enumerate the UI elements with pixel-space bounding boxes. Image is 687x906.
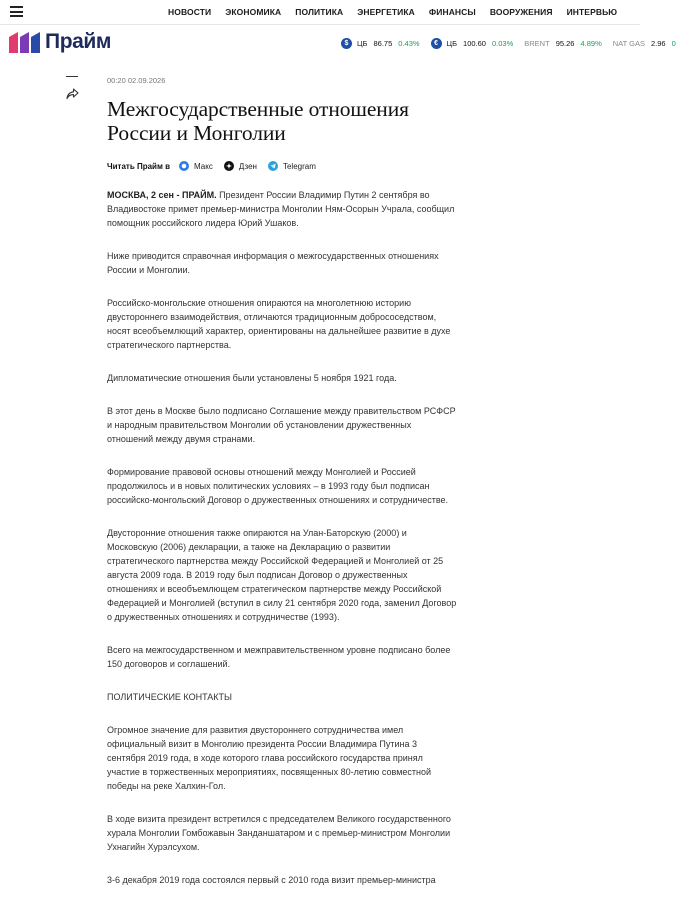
article-paragraph: Дипломатические отношения были установлены 5 ноября 1921 года. <box>107 373 397 383</box>
article-body <box>107 188 457 887</box>
telegram-icon <box>268 161 278 171</box>
read-in-link-label: Дзен <box>238 161 257 171</box>
ticker-usd[interactable] <box>341 38 420 49</box>
read-in-link-label: Telegram <box>282 161 316 171</box>
article-date: 00:20 02.09.2026 <box>107 76 166 85</box>
ticker-eur[interactable] <box>431 38 514 49</box>
article-title: Межгосударственные отношения России и Монголии <box>107 97 409 145</box>
top-navigation <box>0 0 640 25</box>
site-logo[interactable] <box>9 30 111 54</box>
article-tools <box>66 76 80 77</box>
ticker-value: 2.96 <box>650 38 666 48</box>
article-paragraph: Ниже приводится справочная информация о межгосударственных отношениях России и Монголии. <box>107 251 439 275</box>
article-paragraph: Всего на межгосударственном и межправительственном уровне подписано более 150 договоров и соглашений. <box>107 645 451 669</box>
article-paragraph: Российско-монгольские отношения опираются на многолетнюю историю двустороннего взаимодействия, отличаются традиционным добрососедством, носят всеобъемлющий характер, ориентированы на дальнейшее развитие в духе стратегического партнерства. <box>107 298 451 350</box>
dzen-icon <box>224 161 234 171</box>
read-in-link-dzen[interactable] <box>224 161 257 171</box>
article-paragraph: 3-6 декабря 2019 года состоялся первый с 2010 года визит премьер-министра <box>107 875 436 885</box>
ticker-brent[interactable] <box>524 39 601 48</box>
ticker-label: BRENT <box>524 38 550 48</box>
read-in-bar <box>107 159 457 173</box>
divider <box>66 76 78 77</box>
nav-item-interview[interactable]: ИНТЕРВЬЮ <box>566 7 618 17</box>
ticker-change: 4.89% <box>580 38 602 48</box>
article-paragraph: Двусторонние отношения также опираются на Улан-Баторскую (2000) и Московскую (2006) декларации, а также на Декларацию о развитии стратегического партнерства между Российской Федерацией и Монголией от 25 августа 2009 года. В 2019 году был подписан Договор о дружественных отношениях и всеобъемлющем стратегическом партнерстве между Российской Федерацией и Монголией (вступил в силу 21 сентября 2020 года, заменил Договор о дружественных отношениях и сотрудничестве (1993). <box>107 528 457 622</box>
ticker-natgas[interactable] <box>613 39 676 48</box>
article-paragraph: Огромное значение для развития двустороннего сотрудничества имел официальный визит в Монголию президента России Владимира Путина 3 сентября 2019 года, в ходе которого глава российского государства принял участие в торжественных мероприятиях, посвященных 80-летию совместной победы на реке Халхин-Гол. <box>107 725 432 791</box>
read-in-label: Читать Прайм в <box>107 161 171 171</box>
site-header <box>0 24 676 60</box>
ticker-change: 0 <box>671 38 676 48</box>
nav-links <box>168 0 617 24</box>
nav-item-finance[interactable]: ФИНАНСЫ <box>428 7 476 17</box>
article-paragraph: Формирование правовой основы отношений между Монголией и Россией продолжилось и в новых политических условиях – в 1993 году был подписан российско-монгольский Договор о дружественных отношениях и сотрудничестве. <box>107 467 449 505</box>
section-heading: ПОЛИТИЧЕСКИЕ КОНТАКТЫ <box>107 692 232 702</box>
nav-item-economy[interactable]: ЭКОНОМИКА <box>225 7 282 17</box>
ticker-change: 0.03% <box>491 38 514 48</box>
nav-item-energy[interactable]: ЭНЕРГЕТИКА <box>357 7 415 17</box>
menu-icon[interactable] <box>10 6 23 17</box>
article-lead <box>107 188 457 230</box>
ticker-value: 86.75 <box>373 38 393 48</box>
article-paragraph: В этот день в Москве было подписано Соглашение между правительством РСФСР и народным правительством Монголии об установлении дружественных отношений между двумя странами. <box>107 406 456 444</box>
logo-text: Прайм <box>45 30 112 53</box>
market-ticker <box>341 36 687 50</box>
lead-text: Президент России Владимир Путин 2 сентября во Владивостоке примет премьер-министра Монголии Ням-Осорын Учрала, сообщил помощник российского лидера Юрий Ушаков. <box>107 190 455 228</box>
max-icon <box>179 161 189 171</box>
dollar-icon: $ <box>341 38 352 49</box>
article-paragraph: В ходе визита президент встретился с председателем Великого государственного хурала Монголии Гомбожавын Занданшатаром и с премьер-министром Монголии Ухнагийн Хурэлсухом. <box>107 814 451 852</box>
article <box>107 76 457 906</box>
nav-item-news[interactable]: НОВОСТИ <box>168 7 212 17</box>
ticker-change: 0.43% <box>398 38 420 48</box>
ticker-value: 95.26 <box>555 38 575 48</box>
ticker-label: ЦБ <box>446 38 458 48</box>
share-icon[interactable] <box>66 88 79 100</box>
nav-item-weapons[interactable]: ВООРУЖЕНИЯ <box>489 7 553 17</box>
ticker-label: NAT GAS <box>612 38 645 48</box>
nav-item-politics[interactable]: ПОЛИТИКА <box>295 7 344 17</box>
ticker-value: 100.60 <box>463 38 486 48</box>
ticker-label: ЦБ <box>357 38 368 48</box>
read-in-link-max[interactable] <box>179 161 213 171</box>
lead-dateline: МОСКВА, 2 сен - ПРАЙМ. <box>107 190 217 200</box>
logo-mark-icon <box>9 31 41 53</box>
euro-icon: € <box>431 38 442 49</box>
read-in-link-telegram[interactable] <box>268 161 316 171</box>
read-in-link-label: Макс <box>194 161 213 171</box>
